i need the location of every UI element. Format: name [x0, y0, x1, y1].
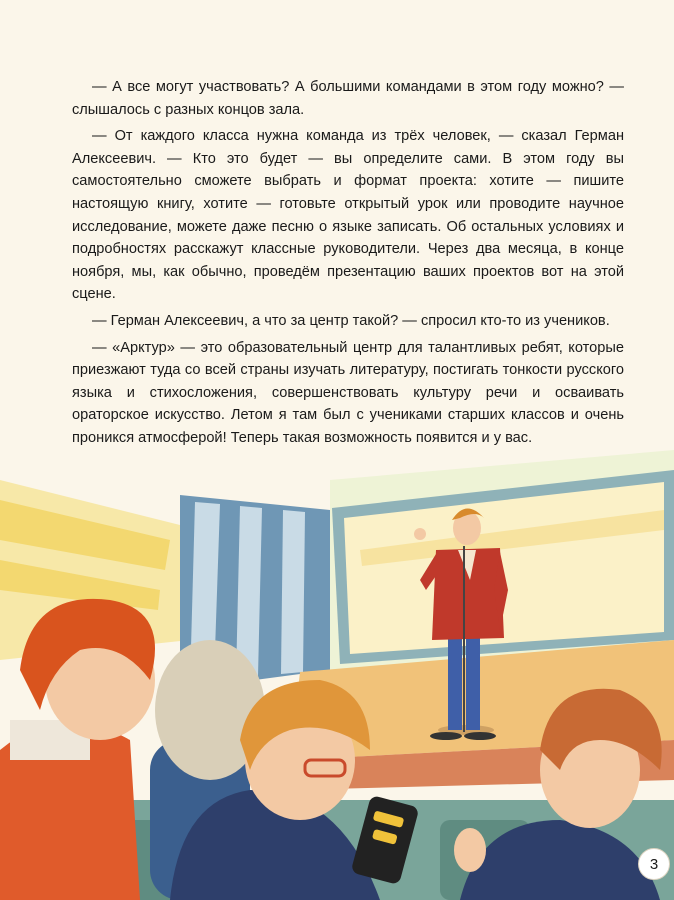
story-text: [72, 76, 624, 454]
window-light: [281, 510, 305, 674]
paragraph-3: — Герман Алексеевич, а что за центр такой? — спросил кто-то из учеников.: [92, 312, 610, 329]
paragraph-1: — А все могут участвовать? А большими командами в этом году можно? — слышалось с разных концов зала.: [72, 79, 624, 118]
paragraph-2: — От каждого класса нужна команда из трёх человек, — сказал Герман Алексеевич. — Кто это будет — вы определите сами. В этом году вы самостоятельно сможете выбрать и формат проекта: хотите — пишите настоящую книгу, хотите — готовьте открытый урок или проводите научное исследование, можете даже песню о языке записать. Об остальных условиях и подробностях расскажут классные руководители. Через два месяца, в конце ноября, мы, как обычно, проведём презентацию ваших проектов вот на этой сцене.: [72, 128, 624, 303]
auditorium-illustration: [0, 440, 674, 900]
page-number: 3: [638, 848, 670, 880]
paragraph-4: — «Арктур» — это образовательный центр для талантливых ребят, которые приезжают туда со всей страны изучать литературу, постигать тонкости русского языка и стихосложения, совершенствовать культуру речи и осваивать ораторское искусство. Летом я там был с учениками старших классов и очень проникся атмосферой! Теперь такая возможность появится и у вас.: [72, 339, 624, 446]
